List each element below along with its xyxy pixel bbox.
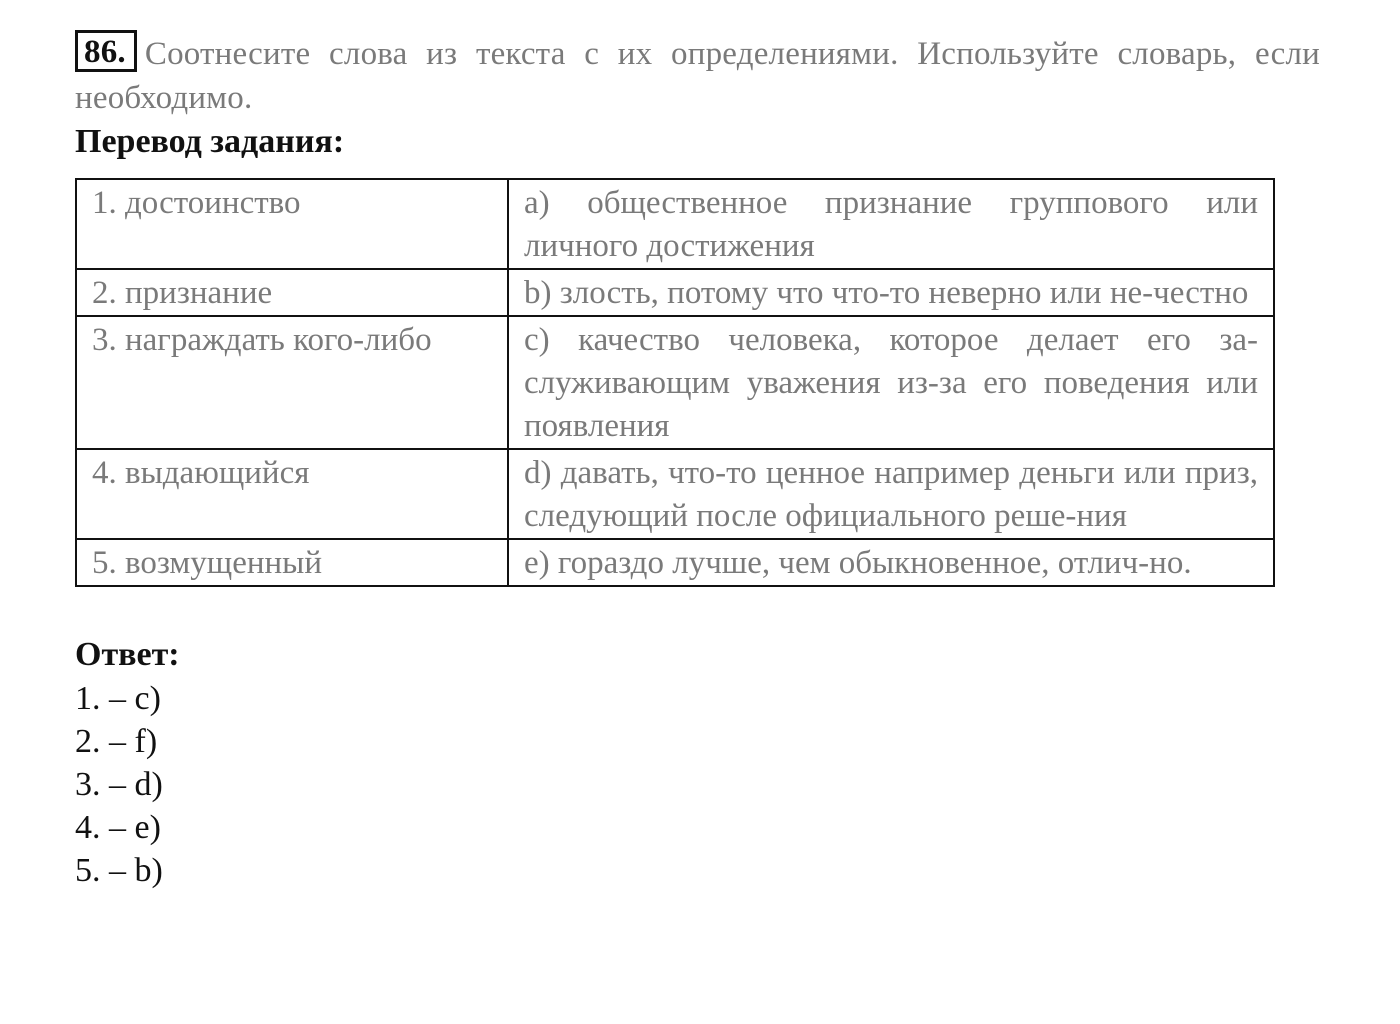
task-number: 86. [75,30,137,72]
term-cell: 2. признание [76,269,508,316]
answer-line: 2. – f) [75,723,158,760]
answer-line: 3. – d) [75,766,163,803]
answer-block [75,633,1320,892]
table-row [76,316,1274,449]
term-cell: 4. выдающийся [76,449,508,539]
table-row [76,449,1274,539]
answer-line: 5. – b) [75,852,163,889]
term-cell: 1. достоинство [76,179,508,269]
term-cell: 5. возмущенный [76,539,508,586]
table-row [76,539,1274,586]
task-statement [75,30,1320,120]
task-instruction: Соотнесите слова из текста с их определениями. Используйте словарь, если необходимо. [75,36,1320,116]
term-cell: 3. награждать кого-либо [76,316,508,449]
definition-cell: d) давать, что-то ценное например деньги или приз, следующий после официального реше-ния [508,449,1274,539]
definition-cell: c) качество человека, которое делает его за-служивающим уважения из-за его поведения или появления [508,316,1274,449]
definition-cell: a) общественное признание группового или личного достижения [508,179,1274,269]
answer-line: 4. – e) [75,809,161,846]
answer-line: 1. – c) [75,680,161,717]
table-row [76,269,1274,316]
definition-cell: b) злость, потому что что-то неверно или не-честно [508,269,1274,316]
definition-cell: e) гораздо лучше, чем обыкновенное, отлич-но. [508,539,1274,586]
page [75,30,1320,892]
table-row [76,179,1274,269]
translation-heading: Перевод задания: [75,123,345,160]
answer-heading: Ответ: [75,636,180,673]
terms-table [75,178,1275,587]
